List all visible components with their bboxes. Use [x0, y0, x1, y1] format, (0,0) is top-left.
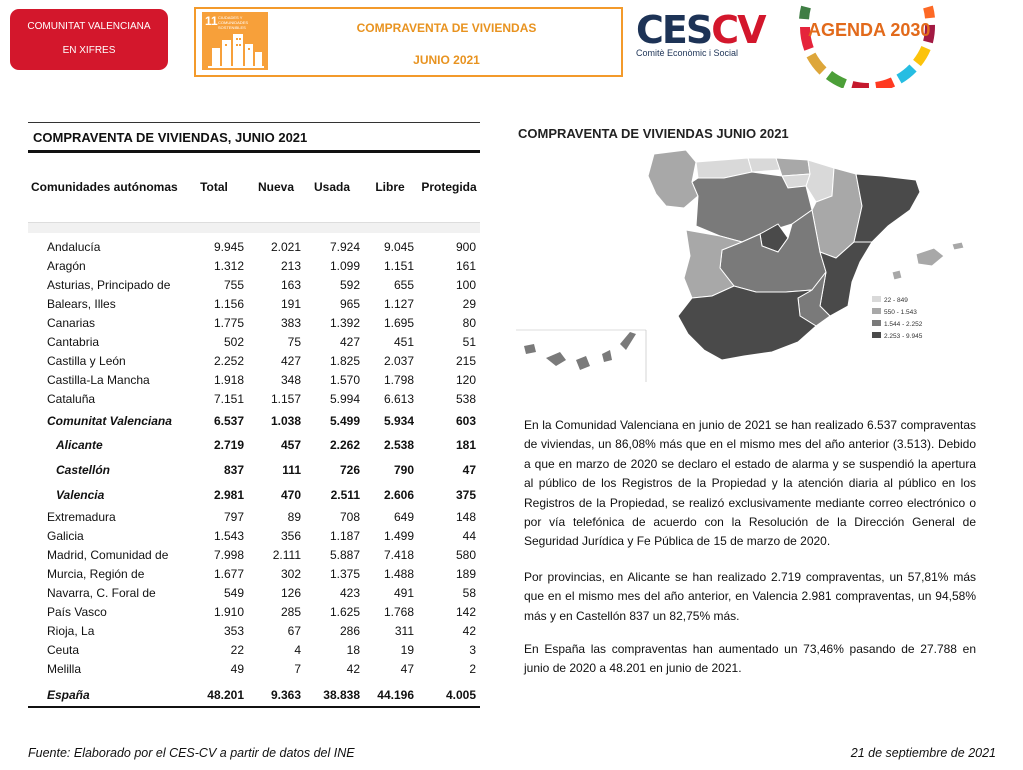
- row-protegida: 44: [462, 529, 476, 543]
- paragraph-comunitat: En la Comunidad Valenciana en junio de 2021 se han realizado 6.537 compraventas de viviendas, un 86,08% más que en el mismo mes del año anterior (3.513). Debido a que en marzo de 2020 se declaro el estado de alarma y se suspendió la apertura al público de los Registros de la Propiedad y la atención diaria al público en los Registros de la Propiedad, se realizó exclusivamente mediante correo electrónico o por vía telefónica de acuerdo con la Resolución de la Dirección General de Seguridad Jurídica y Fe Pública de 15 de marzo de 2020.: [524, 418, 976, 549]
- row-nueva: 89: [287, 510, 301, 524]
- table-title: COMPRAVENTA DE VIVIENDAS, JUNIO 2021: [33, 130, 308, 145]
- region-andalucia: [678, 286, 816, 360]
- row-libre: 491: [393, 586, 414, 600]
- row-region-name: Asturias, Principado de: [47, 278, 171, 292]
- row-usada: 423: [339, 586, 360, 600]
- row-nueva: 2.111: [272, 548, 301, 562]
- row-libre: 2.538: [383, 438, 414, 452]
- row-region-name: Balears, Illes: [47, 297, 116, 311]
- row-nueva: 111: [282, 463, 301, 477]
- row-libre: 47: [400, 662, 414, 676]
- row-nueva: 348: [280, 373, 301, 387]
- row-libre: 5.934: [383, 414, 414, 428]
- row-region-name: Aragón: [47, 259, 86, 273]
- row-region-name: Castilla y León: [47, 354, 126, 368]
- row-usada: 1.570: [329, 373, 360, 387]
- row-nueva: 383: [280, 316, 301, 330]
- row-nueva: 213: [280, 259, 301, 273]
- row-libre: 19: [400, 643, 414, 657]
- region-cataluna: [854, 174, 920, 242]
- row-region-name: Navarra, C. Foral de: [47, 586, 156, 600]
- row-nueva: 470: [280, 488, 301, 502]
- row-protegida: 189: [455, 567, 476, 581]
- legend-label-1: 22 - 849: [884, 297, 908, 304]
- table-row: [28, 414, 480, 432]
- region-navarra: [806, 160, 834, 202]
- region-baleares-ibiza: [892, 270, 902, 280]
- row-protegida: 215: [455, 354, 476, 368]
- row-protegida: 900: [455, 240, 476, 254]
- region-canarias-5: [620, 332, 636, 350]
- row-libre: 451: [393, 335, 414, 349]
- row-protegida: 100: [455, 278, 476, 292]
- row-region-name: Madrid, Comunidad de: [47, 548, 169, 562]
- row-usada: 2.262: [329, 438, 360, 452]
- row-libre: 1.768: [383, 605, 414, 619]
- table-row: [28, 643, 480, 661]
- table-row: [28, 662, 480, 680]
- header-protegida: Protegida: [421, 180, 477, 194]
- spain-choropleth-map: [516, 146, 970, 382]
- row-region-name: Rioja, La: [47, 624, 95, 638]
- row-protegida: 47: [462, 463, 476, 477]
- row-total: 6.537: [213, 414, 244, 428]
- row-libre: 1.695: [383, 316, 414, 330]
- table-row: [28, 488, 480, 506]
- row-nueva: 427: [280, 354, 301, 368]
- row-total: 755: [223, 278, 244, 292]
- row-usada: 427: [339, 335, 360, 349]
- row-nueva: 457: [280, 438, 301, 452]
- agenda-2030-text: AGENDA 2030: [808, 20, 931, 40]
- row-usada: 965: [339, 297, 360, 311]
- legend-label-4: 2.253 - 9.945: [884, 333, 923, 340]
- row-nueva: 1.157: [270, 392, 301, 406]
- cescv-subtitle: Comitè Econòmic i Social: [636, 48, 739, 58]
- row-libre: 1.151: [383, 259, 414, 273]
- region-canarias-2: [546, 352, 566, 366]
- row-protegida: 161: [455, 259, 476, 273]
- table-row: [28, 567, 480, 585]
- region-canarias-1: [524, 344, 536, 354]
- cescv-logo-cv: CV: [711, 8, 765, 52]
- table-row: [28, 605, 480, 623]
- row-protegida: 580: [455, 548, 476, 562]
- row-total: 22: [230, 643, 244, 657]
- row-protegida: 3: [469, 643, 476, 657]
- paragraph-espana: En España las compraventas han aumentado un 73,46% pasando de 27.788 en junio de 2020 a 48.201 en junio de 2021.: [524, 642, 976, 676]
- row-nueva: 285: [280, 605, 301, 619]
- header-region: Comunidades autónomas: [31, 180, 178, 194]
- row-libre: 655: [393, 278, 414, 292]
- table-row: [28, 354, 480, 372]
- table-row: [28, 259, 480, 277]
- row-region-name: Andalucía: [47, 240, 101, 254]
- row-nueva: 191: [280, 297, 301, 311]
- map-legend: [872, 296, 923, 340]
- row-total: 797: [223, 510, 244, 524]
- row-protegida: 181: [455, 438, 476, 452]
- row-usada: 42: [346, 662, 360, 676]
- table-row: [28, 240, 480, 258]
- row-total: 1.918: [213, 373, 244, 387]
- row-total: 2.981: [213, 488, 244, 502]
- row-total: 1.156: [213, 297, 244, 311]
- row-protegida: 148: [455, 510, 476, 524]
- row-usada: 708: [339, 510, 360, 524]
- cescv-logo-ces: CES: [636, 8, 712, 52]
- table-title-rule: [28, 150, 480, 153]
- row-total: 2.252: [213, 354, 244, 368]
- row-region-name: Comunitat Valenciana: [47, 414, 172, 428]
- row-protegida: 29: [462, 297, 476, 311]
- row-nueva: 126: [280, 586, 301, 600]
- row-libre: 649: [393, 510, 414, 524]
- row-region-name: Cataluña: [47, 392, 96, 406]
- table-row: [28, 624, 480, 642]
- row-total: 1.910: [213, 605, 244, 619]
- header-libre: Libre: [375, 180, 405, 194]
- table-header-band: [28, 222, 480, 233]
- row-nueva: 67: [287, 624, 301, 638]
- region-baleares-menorca: [952, 242, 964, 250]
- header-usada: Usada: [313, 180, 351, 194]
- table-row: [28, 278, 480, 296]
- row-usada: 18: [346, 643, 360, 657]
- row-region-name: País Vasco: [47, 605, 107, 619]
- legend-label-3: 1.544 - 2.252: [884, 321, 923, 328]
- row-protegida: 80: [462, 316, 476, 330]
- sdg-number: 11: [205, 14, 218, 28]
- table-row: [28, 297, 480, 315]
- row-protegida: 538: [455, 392, 476, 406]
- row-region-name: Galicia: [47, 529, 84, 543]
- report-title: COMPRAVENTA DE VIVIENDAS: [356, 21, 537, 35]
- badge-line1: COMUNITAT VALENCIANA: [27, 21, 151, 32]
- row-nueva: 1.038: [270, 414, 301, 428]
- report-title-box: [194, 7, 623, 77]
- row-region-name: Murcia, Región de: [47, 567, 145, 581]
- region-galicia: [648, 150, 698, 208]
- row-libre: 311: [394, 624, 414, 638]
- row-protegida: 51: [462, 335, 476, 349]
- publication-date: 21 de septiembre de 2021: [850, 746, 996, 760]
- cv-en-xifres-badge: [10, 9, 168, 70]
- region-cantabria: [748, 158, 780, 172]
- table-header: [28, 180, 480, 196]
- row-libre: 1.488: [383, 567, 414, 581]
- row-total: 1.775: [213, 316, 244, 330]
- row-region-name: Extremadura: [47, 510, 116, 524]
- map-title: COMPRAVENTA DE VIVIENDAS JUNIO 2021: [518, 126, 789, 141]
- row-libre: 2.606: [383, 488, 414, 502]
- row-protegida: 142: [455, 605, 476, 619]
- row-total: 2.719: [213, 438, 244, 452]
- legend-label-2: 550 - 1.543: [884, 309, 917, 316]
- row-libre: 7.418: [383, 548, 414, 562]
- row-nueva: 302: [280, 567, 301, 581]
- region-pais-vasco: [776, 158, 810, 176]
- table-row: [28, 392, 480, 410]
- row-usada: 1.187: [329, 529, 360, 543]
- row-total: 549: [223, 586, 244, 600]
- agenda-2030-logo: [792, 0, 942, 88]
- row-region-name: Cantabria: [47, 335, 100, 349]
- row-total: 9.945: [213, 240, 244, 254]
- row-protegida: 120: [455, 373, 476, 387]
- row-nueva: 9.363: [270, 688, 301, 702]
- table-row: [28, 373, 480, 391]
- row-protegida: 603: [455, 414, 476, 428]
- row-protegida: 2: [469, 662, 476, 676]
- row-usada: 726: [339, 463, 360, 477]
- row-region-name: Ceuta: [47, 643, 80, 657]
- row-usada: 2.511: [330, 488, 360, 502]
- table-row: [28, 438, 480, 456]
- row-total: 48.201: [207, 688, 244, 702]
- row-libre: 2.037: [383, 354, 414, 368]
- row-nueva: 163: [280, 278, 301, 292]
- row-usada: 1.392: [329, 316, 360, 330]
- row-total: 49: [230, 662, 244, 676]
- row-total: 7.151: [213, 392, 244, 406]
- row-usada: 5.994: [329, 392, 360, 406]
- row-protegida: 4.005: [445, 688, 476, 702]
- row-usada: 592: [339, 278, 360, 292]
- row-region-name: Castilla-La Mancha: [47, 373, 150, 387]
- row-usada: 1.625: [329, 605, 360, 619]
- row-protegida: 42: [462, 624, 476, 638]
- region-baleares: [916, 248, 944, 266]
- row-libre: 1.499: [383, 529, 414, 543]
- row-region-name: Valencia: [56, 488, 105, 502]
- table-bottom-rule: [28, 706, 480, 708]
- row-libre: 1.798: [383, 373, 414, 387]
- table-row: [28, 688, 480, 706]
- row-nueva: 2.021: [270, 240, 301, 254]
- table-row: [28, 510, 480, 528]
- row-usada: 38.838: [323, 688, 360, 702]
- header-total: Total: [200, 180, 228, 194]
- row-protegida: 58: [462, 586, 476, 600]
- row-nueva: 4: [294, 643, 301, 657]
- row-region-name: España: [47, 688, 90, 702]
- row-libre: 790: [393, 463, 414, 477]
- row-usada: 1.825: [329, 354, 360, 368]
- table-row: [28, 463, 480, 481]
- row-usada: 7.924: [329, 240, 360, 254]
- row-region-name: Canarias: [47, 316, 96, 330]
- table-row: [28, 548, 480, 566]
- row-nueva: 356: [280, 529, 301, 543]
- row-region-name: Alicante: [56, 438, 103, 452]
- cescv-logo: [636, 8, 765, 70]
- table-row: [28, 529, 480, 547]
- badge-line2: EN XIFRES: [62, 45, 116, 56]
- city-buildings-icon: [202, 12, 268, 70]
- row-region-name: Melilla: [47, 662, 82, 676]
- sdg-text: CIUDADES Y COMUNIDADES SOSTENIBLES: [218, 15, 249, 30]
- row-usada: 5.887: [329, 548, 360, 562]
- source-note: Fuente: Elaborado por el CES-CV a partir de datos del INE: [28, 746, 355, 760]
- row-libre: 6.613: [383, 392, 414, 406]
- row-libre: 44.196: [377, 688, 414, 702]
- region-canarias-4: [602, 350, 612, 362]
- row-nueva: 75: [287, 335, 301, 349]
- header-nueva: Nueva: [257, 180, 295, 194]
- row-usada: 286: [339, 624, 360, 638]
- row-region-name: Castellón: [56, 463, 111, 477]
- row-total: 837: [223, 463, 244, 477]
- row-protegida: 375: [455, 488, 476, 502]
- row-nueva: 7: [294, 662, 301, 676]
- row-total: 1.312: [213, 259, 244, 273]
- table-row: [28, 316, 480, 334]
- row-usada: 1.375: [329, 567, 360, 581]
- paragraph-provincias: Por provincias, en Alicante se han realizado 2.719 compraventas, un 57,81% más que en el mismo mes del año anterior, en Valencia 2.981 compraventas, un 94,58% más y en Castellón 837 un 82,75% más.: [524, 570, 976, 623]
- row-total: 7.998: [213, 548, 244, 562]
- row-total: 1.677: [213, 567, 244, 581]
- row-usada: 5.499: [329, 414, 360, 428]
- table-row: [28, 335, 480, 353]
- report-period: JUNIO 2021: [413, 53, 480, 67]
- table-row: [28, 586, 480, 604]
- region-canarias-3: [576, 356, 590, 370]
- sdg11-icon: [202, 12, 268, 70]
- row-usada: 1.099: [329, 259, 360, 273]
- row-total: 502: [223, 335, 244, 349]
- row-libre: 1.127: [383, 297, 414, 311]
- row-libre: 9.045: [383, 240, 414, 254]
- table-top-rule: [28, 122, 480, 123]
- row-total: 353: [223, 624, 244, 638]
- row-total: 1.543: [213, 529, 244, 543]
